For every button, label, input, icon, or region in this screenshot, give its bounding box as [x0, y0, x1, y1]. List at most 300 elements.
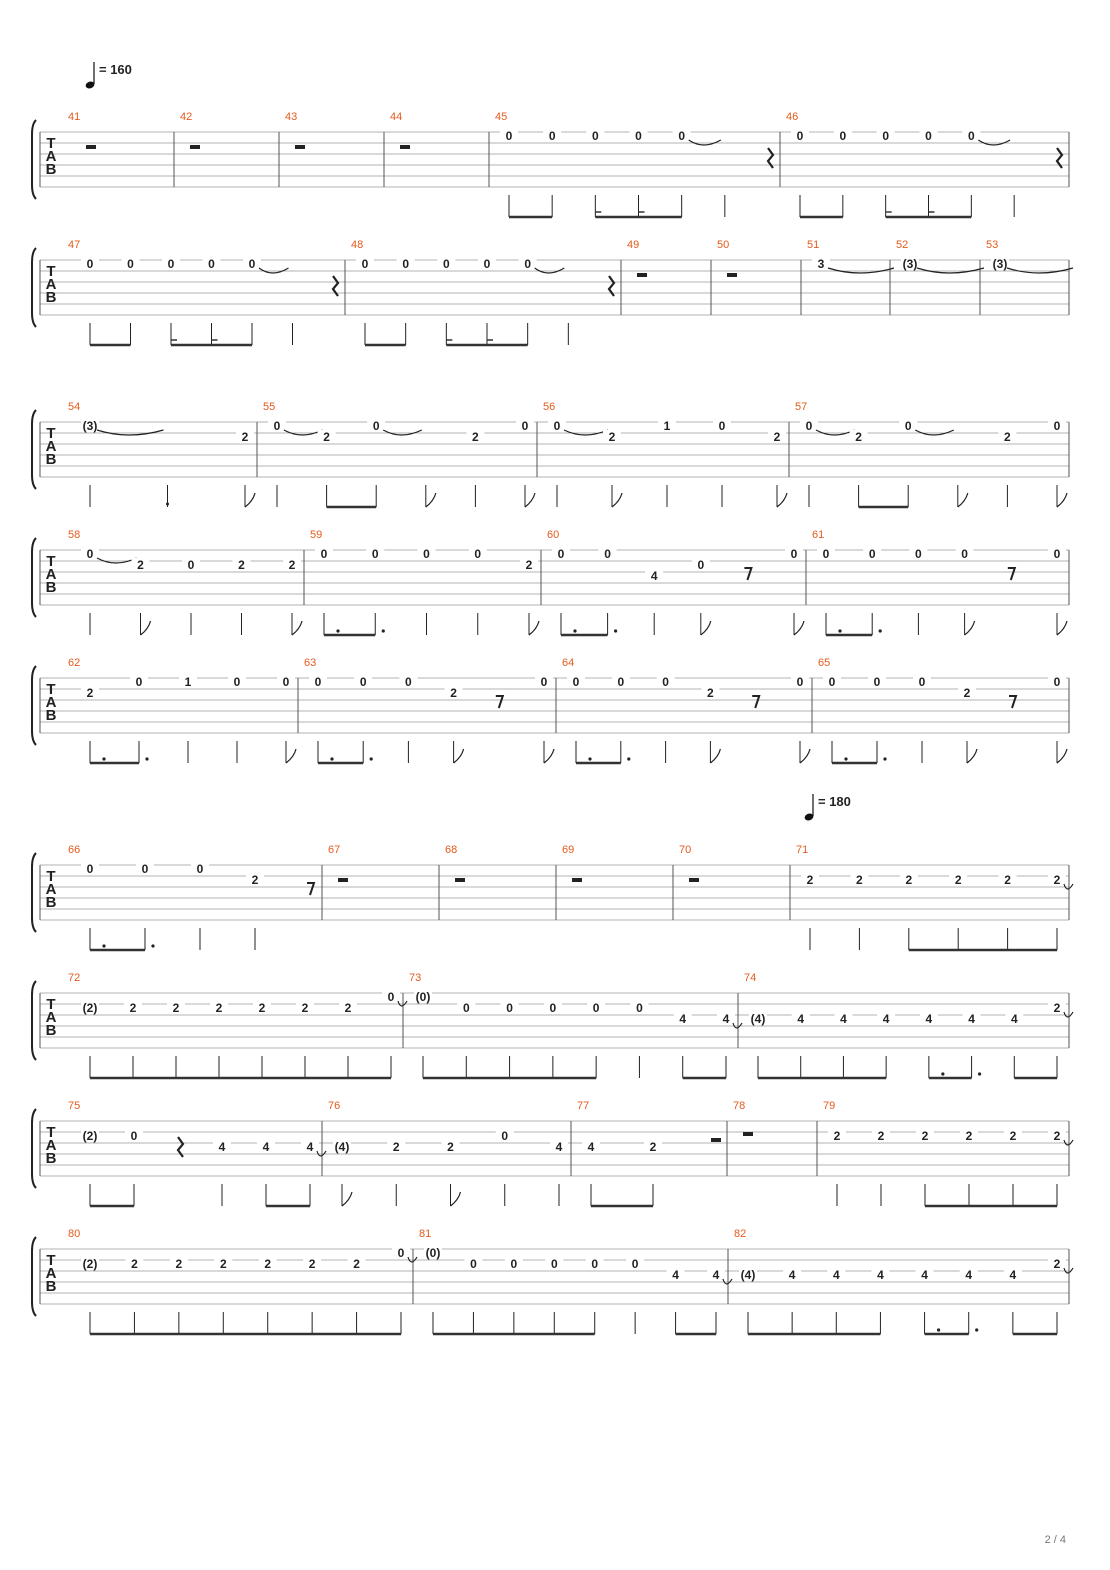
fret-number: 0: [402, 257, 410, 271]
rhythm-dot: [627, 757, 630, 760]
measure-number: 56: [543, 401, 556, 413]
half-rest: [727, 273, 737, 277]
rhythm-dot: [336, 629, 339, 632]
fret-number: 0: [387, 990, 395, 1004]
half-rest: [190, 145, 200, 149]
fret-number: 0: [873, 675, 881, 689]
fret-number: 0: [550, 1257, 558, 1271]
fret-number: 0: [904, 419, 912, 433]
fret-number: 0: [572, 675, 580, 689]
measure-number: 45: [495, 111, 508, 123]
tab-clef-letter: B: [45, 1022, 57, 1039]
fret-number: 0: [1053, 675, 1061, 689]
tie-arc: [1007, 268, 1073, 273]
fret-number: (4): [750, 1012, 766, 1026]
fret-number: 0: [86, 547, 94, 561]
fret-number: 0: [915, 547, 922, 561]
measure-number: 54: [68, 401, 81, 413]
fret-number: 2: [238, 558, 245, 572]
fret-number: 2: [215, 1001, 223, 1015]
measure-number: 75: [68, 1100, 81, 1112]
fret-number: 3: [817, 257, 825, 271]
tie-arc: [535, 268, 565, 273]
note-flag: [612, 493, 622, 507]
fret-number: 4: [877, 1268, 884, 1282]
note-flag: [544, 749, 554, 763]
fret-number: 0: [423, 547, 430, 561]
rhythm-dot: [330, 757, 333, 760]
fret-number: 0: [925, 129, 932, 143]
rhythm-dot: [941, 1072, 944, 1075]
measure-number: 61: [812, 529, 825, 541]
tie-arc: [978, 140, 1010, 145]
fret-number: 2: [965, 1129, 973, 1143]
tab-clef-letter: T: [46, 425, 56, 442]
tie-arc: [915, 430, 954, 435]
fret-number: 2: [855, 430, 862, 444]
tab-clef-letter: B: [45, 1278, 57, 1295]
fret-number: 0: [208, 257, 215, 271]
fret-number: 2: [1053, 1129, 1061, 1143]
fret-number: 2: [707, 686, 714, 700]
fret-number: 0: [233, 675, 241, 689]
rhythm-dot: [151, 944, 154, 947]
fret-number: 4: [797, 1012, 805, 1026]
fret-number: 0: [462, 1001, 470, 1015]
fret-number: 4: [262, 1140, 270, 1154]
measure-number: 79: [823, 1100, 836, 1112]
fret-number: 4: [840, 1012, 847, 1026]
fret-number: 2: [833, 1129, 841, 1143]
fret-number: 4: [921, 1268, 928, 1282]
fret-number: 0: [790, 547, 798, 561]
note-flag: [141, 621, 151, 635]
fret-number: 0: [524, 257, 532, 271]
measure-number: 71: [796, 844, 809, 856]
rhythm-dot: [102, 944, 105, 947]
system-bracket: [32, 248, 36, 327]
fret-number: 0: [822, 547, 830, 561]
fret-number: (0): [415, 990, 431, 1004]
tab-clef-letter: A: [45, 1265, 57, 1282]
half-rest: [455, 878, 465, 882]
rhythm-dot: [937, 1328, 940, 1331]
fret-number: 2: [1004, 873, 1011, 887]
fret-number: 0: [505, 129, 513, 143]
fret-number: 0: [592, 1001, 600, 1015]
fret-number: 2: [905, 873, 913, 887]
fret-number: 2: [129, 1001, 137, 1015]
measure-number: 76: [328, 1100, 341, 1112]
measure-number: 52: [896, 239, 909, 251]
half-rest: [637, 273, 647, 277]
measure-number: 78: [733, 1100, 746, 1112]
tab-clef-letter: A: [45, 694, 57, 711]
fret-number: 2: [344, 1001, 352, 1015]
fret-number: 0: [320, 547, 328, 561]
fret-number: 4: [306, 1140, 314, 1154]
fret-number: 0: [557, 547, 565, 561]
fret-number: 0: [372, 419, 380, 433]
fret-number: 1: [184, 675, 192, 689]
measure-number: 80: [68, 1228, 81, 1240]
fret-number: 0: [961, 547, 968, 561]
measure-number: 58: [68, 529, 81, 541]
fret-number: 0: [631, 1257, 639, 1271]
system-bracket: [32, 666, 36, 745]
rhythm-dot: [588, 757, 591, 760]
note-flag: [342, 1192, 352, 1206]
half-rest: [295, 145, 305, 149]
tab-clef-letter: A: [45, 148, 57, 165]
rhythm-dot: [614, 629, 617, 632]
measure-number: 64: [562, 657, 575, 669]
eighth-rest: [1009, 696, 1016, 708]
measure-number: 59: [310, 529, 323, 541]
fret-number: 1: [663, 419, 671, 433]
fret-number: (2): [82, 1001, 98, 1015]
fret-number: 2: [251, 873, 259, 887]
fret-number: (3): [992, 257, 1008, 271]
measure-number: 46: [786, 111, 799, 123]
fret-number: 2: [608, 430, 616, 444]
tab-clef-letter: T: [46, 868, 56, 885]
fret-number: 2: [219, 1257, 227, 1271]
eighth-rest: [307, 883, 314, 895]
fret-number: 0: [506, 1001, 513, 1015]
rhythm-dot: [370, 757, 373, 760]
measure-number: 44: [390, 111, 403, 123]
note-flag: [1057, 749, 1067, 763]
fret-number: 0: [483, 257, 491, 271]
tie-arc: [564, 430, 608, 435]
fret-number: 0: [501, 1129, 509, 1143]
rhythm-dot: [879, 629, 882, 632]
fret-number: 0: [718, 419, 726, 433]
measure-number: 73: [409, 972, 422, 984]
rhythm-dot: [883, 757, 886, 760]
fret-number: 2: [172, 1001, 180, 1015]
measure-number: 69: [562, 844, 575, 856]
tab-clef-letter: T: [46, 553, 56, 570]
tab-clef-letter: B: [45, 579, 57, 596]
fret-number: 0: [187, 558, 195, 572]
fret-number: 0: [868, 547, 876, 561]
tab-clef-letter: T: [46, 1124, 56, 1141]
fret-number: 0: [1053, 419, 1061, 433]
rhythm-dot: [573, 629, 576, 632]
half-rest: [338, 878, 348, 882]
tab-clef-letter: A: [45, 1137, 57, 1154]
measure-number: 77: [577, 1100, 590, 1112]
fret-number: 0: [636, 1001, 643, 1015]
fret-number: 2: [447, 1140, 454, 1154]
fret-number: 0: [796, 675, 804, 689]
fret-number: (2): [82, 1129, 98, 1143]
fret-number: 0: [828, 675, 836, 689]
eighth-rest: [1008, 568, 1015, 580]
tab-clef-letter: T: [46, 135, 56, 152]
fret-number: (3): [82, 419, 98, 433]
fret-number: (0): [425, 1246, 441, 1260]
note-flag: [286, 749, 296, 763]
tab-clef-letter: A: [45, 881, 57, 898]
fret-number: 4: [965, 1268, 973, 1282]
fret-number: 4: [722, 1012, 730, 1026]
fret-number: 2: [1053, 1257, 1061, 1271]
measure-number: 48: [351, 239, 364, 251]
fret-number: 0: [442, 257, 450, 271]
fret-number: 0: [805, 419, 813, 433]
fret-number: 2: [323, 430, 330, 444]
fret-number: 4: [968, 1012, 975, 1026]
note-flag: [710, 749, 720, 763]
fret-number: 2: [131, 1257, 138, 1271]
eighth-rest: [744, 568, 751, 580]
rhythm-dot: [975, 1328, 978, 1331]
fret-number: 0: [141, 862, 149, 876]
fret-number: 4: [672, 1268, 679, 1282]
fret-number: 2: [1053, 873, 1061, 887]
note-flag: [967, 749, 977, 763]
half-rest: [711, 1138, 721, 1142]
tab-clef-letter: B: [45, 451, 57, 468]
fret-number: 2: [301, 1001, 309, 1015]
fret-number: 0: [1053, 547, 1061, 561]
measure-number: 66: [68, 844, 81, 856]
measure-number: 50: [717, 239, 730, 251]
measure-number: 72: [68, 972, 81, 984]
note-flag: [777, 493, 787, 507]
fret-number: 0: [839, 129, 847, 143]
fret-number: 0: [918, 675, 926, 689]
fret-number: 2: [921, 1129, 929, 1143]
fret-number: (4): [334, 1140, 350, 1154]
fret-number: 2: [525, 558, 533, 572]
fret-number: 2: [649, 1140, 657, 1154]
fret-number: 4: [712, 1268, 720, 1282]
system-bracket: [32, 853, 36, 932]
fret-number: 0: [549, 1001, 557, 1015]
note-flag: [1057, 493, 1067, 507]
note-flag: [958, 493, 968, 507]
fret-number: 0: [510, 1257, 518, 1271]
fret-number: 0: [127, 257, 134, 271]
tab-clef-letter: B: [45, 707, 57, 724]
fret-number: 0: [167, 257, 175, 271]
fret-number: 2: [773, 430, 781, 444]
tempo-mark: = 180: [818, 794, 851, 809]
fret-number: 0: [678, 129, 686, 143]
note-flag: [292, 621, 302, 635]
measure-number: 42: [180, 111, 193, 123]
fret-number: 2: [392, 1140, 400, 1154]
measure-number: 41: [68, 111, 81, 123]
fret-number: 4: [882, 1012, 890, 1026]
fret-number: 0: [617, 675, 625, 689]
fret-number: 0: [521, 419, 529, 433]
fret-number: 2: [954, 873, 962, 887]
fret-number: (4): [740, 1268, 756, 1282]
tie-arc: [97, 558, 137, 563]
tie-arc: [97, 430, 164, 435]
tab-clef-letter: A: [45, 276, 57, 293]
rhythm-dot: [102, 757, 105, 760]
tab-clef-letter: T: [46, 996, 56, 1013]
note-flag: [794, 621, 804, 635]
fret-number: 2: [86, 686, 94, 700]
rhythm-dot: [844, 757, 847, 760]
tie-arc: [284, 430, 323, 435]
fret-number: 4: [832, 1268, 840, 1282]
tempo-mark: = 160: [99, 62, 132, 77]
fret-number: 4: [587, 1140, 595, 1154]
fret-number: 0: [635, 129, 642, 143]
tab-clef-letter: A: [45, 1009, 57, 1026]
fret-number: 0: [135, 675, 143, 689]
tie-arc: [828, 268, 894, 273]
tab-clef-letter: T: [46, 681, 56, 698]
fret-number: (2): [82, 1257, 98, 1271]
fret-number: 0: [273, 419, 281, 433]
note-flag: [800, 749, 810, 763]
fret-number: 0: [470, 1257, 477, 1271]
measure-number: 81: [419, 1228, 432, 1240]
measure-number: 67: [328, 844, 341, 856]
note-flag: [451, 1192, 461, 1206]
half-rest: [572, 878, 582, 882]
fret-number: 0: [474, 547, 482, 561]
rhythm-dot: [145, 757, 148, 760]
tie-arc: [689, 140, 721, 145]
fret-number: 0: [548, 129, 556, 143]
fret-number: 2: [877, 1129, 885, 1143]
system-bracket: [32, 538, 36, 617]
rhythm-dot: [978, 1072, 981, 1075]
fret-number: 2: [353, 1257, 360, 1271]
note-flag: [701, 621, 711, 635]
fret-number: 0: [405, 675, 412, 689]
tab-clef-letter: T: [46, 1252, 56, 1269]
fret-number: 2: [472, 430, 479, 444]
note-flag: [426, 493, 436, 507]
fret-number: 0: [967, 129, 975, 143]
page-number: 2 / 4: [1044, 1534, 1066, 1546]
fret-number: 2: [963, 686, 971, 700]
fret-number: 2: [856, 873, 863, 887]
measure-number: 74: [744, 972, 757, 984]
system-bracket: [32, 120, 36, 199]
tab-clef-letter: A: [45, 438, 57, 455]
fret-number: 2: [1009, 1129, 1017, 1143]
measure-number: 55: [263, 401, 276, 413]
fret-number: 4: [650, 569, 658, 583]
fret-number: 0: [86, 862, 94, 876]
measure-number: 57: [795, 401, 808, 413]
fret-number: 0: [796, 129, 804, 143]
fret-number: 0: [371, 547, 379, 561]
rhythm-dot: [166, 503, 169, 506]
tie-arc: [917, 268, 984, 273]
fret-number: 0: [540, 675, 548, 689]
system-bracket: [32, 1237, 36, 1316]
system-bracket: [32, 981, 36, 1060]
measure-number: 62: [68, 657, 81, 669]
fret-number: 2: [264, 1257, 272, 1271]
fret-number: 2: [806, 873, 814, 887]
fret-number: 2: [1053, 1001, 1061, 1015]
fret-number: 4: [788, 1268, 796, 1282]
fret-number: 0: [359, 675, 367, 689]
fret-number: 2: [450, 686, 457, 700]
tie-arc: [259, 268, 289, 273]
fret-number: 0: [882, 129, 890, 143]
tab-clef-letter: A: [45, 566, 57, 583]
measure-number: 60: [547, 529, 560, 541]
measure-number: 53: [986, 239, 999, 251]
measure-number: 65: [818, 657, 831, 669]
fret-number: 2: [308, 1257, 316, 1271]
note-flag: [1057, 621, 1067, 635]
fret-number: 0: [282, 675, 290, 689]
system-bracket: [32, 1109, 36, 1188]
half-rest: [400, 145, 410, 149]
fret-number: 0: [591, 1257, 599, 1271]
fret-number: 0: [196, 862, 204, 876]
fret-number: 0: [86, 257, 94, 271]
fret-number: 0: [130, 1129, 138, 1143]
fret-number: (3): [902, 257, 918, 271]
fret-number: 0: [553, 419, 561, 433]
fret-number: 4: [1010, 1012, 1018, 1026]
note-flag: [529, 621, 539, 635]
fret-number: 2: [1004, 430, 1011, 444]
note-flag: [245, 493, 255, 507]
measure-number: 43: [285, 111, 298, 123]
measure-number: 68: [445, 844, 458, 856]
fret-number: 0: [248, 257, 256, 271]
rhythm-dot: [838, 629, 841, 632]
note-flag: [525, 493, 535, 507]
half-rest: [689, 878, 699, 882]
tab-clef-letter: B: [45, 894, 57, 911]
fret-number: 4: [555, 1140, 563, 1154]
measure-number: 70: [679, 844, 692, 856]
fret-number: 0: [361, 257, 369, 271]
fret-number: 0: [604, 547, 611, 561]
tab-clef-letter: B: [45, 161, 57, 178]
fret-number: 4: [1009, 1268, 1017, 1282]
rhythm-dot: [382, 629, 385, 632]
note-flag: [965, 621, 975, 635]
fret-number: 4: [218, 1140, 226, 1154]
fret-number: 0: [314, 675, 322, 689]
eighth-rest: [752, 696, 759, 708]
tie-arc: [383, 430, 422, 435]
fret-number: 2: [241, 430, 249, 444]
fret-number: 2: [175, 1257, 183, 1271]
fret-number: 2: [258, 1001, 266, 1015]
measure-number: 82: [734, 1228, 747, 1240]
measure-number: 47: [68, 239, 81, 251]
tie-arc: [816, 430, 855, 435]
measure-number: 49: [627, 239, 640, 251]
tab-clef-letter: B: [45, 289, 57, 306]
measure-number: 51: [807, 239, 820, 251]
tab-clef-letter: B: [45, 1150, 57, 1167]
fret-number: 4: [679, 1012, 687, 1026]
half-rest: [86, 145, 96, 149]
